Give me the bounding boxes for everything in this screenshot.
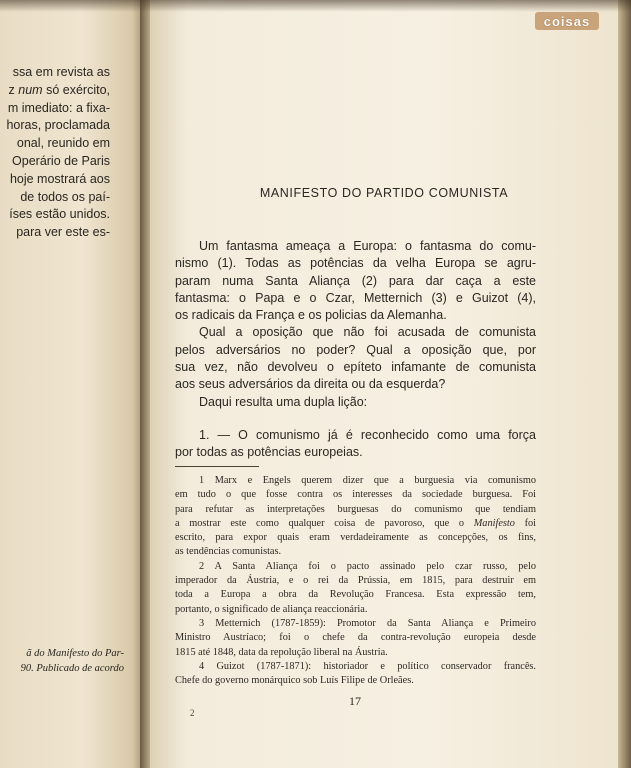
left-line: z num só exército, <box>8 82 110 97</box>
page-edge <box>618 0 631 768</box>
body-line: os radicais da França e os policias da Alemanha. <box>175 308 447 323</box>
left-line: de todos os paí- <box>20 189 110 204</box>
footnote-line: a mostrar este como qualquer coisa de pavoroso, que o Manifesto foi <box>175 517 537 529</box>
footnote-rule <box>175 466 259 467</box>
left-line: hoje mostrará aos <box>9 171 110 186</box>
footnote-line: as tendências comunistas. <box>175 546 282 558</box>
body-line: Um fantasma ameaça a Europa: o fantasma do comu- <box>199 239 536 253</box>
caption-line: 90. Publicado de acordo <box>20 663 124 674</box>
footnotes <box>175 474 536 688</box>
body-line: fantasma: o Papa e o Czar, Metternich (3) e Guizot (4), <box>175 290 536 305</box>
caption-line: ã do Manifesto do Par- <box>26 648 124 659</box>
left-line: para ver este es- <box>16 225 110 240</box>
body-line: Qual a oposição que não foi acusada de comunista <box>199 325 536 340</box>
left-line <box>0 242 110 260</box>
signature-mark: 2 <box>190 708 195 718</box>
left-line: onal, reunido em <box>16 136 110 151</box>
body-line: param numa Santa Aliança (2) para dar caça a este <box>175 273 536 288</box>
body-line: Daqui resulta uma dupla lição: <box>199 394 368 409</box>
left-line: horas, proclamada <box>6 118 110 133</box>
footnote-line: 1 Marx e Engels querem dizer que a burguesia via comunismo <box>199 475 536 486</box>
footnote-line: para refutar as interpretações burguesas do comunismo que tendiam <box>175 503 536 515</box>
footnote-line: em tudo o que fosse contra os interesses da sociedade burguesa. Foi <box>175 489 536 501</box>
left-line: íses estão unidos. <box>9 207 110 222</box>
footnote-line: escrito, para expor quais eram verdadeiramente as concepções, os fins, <box>175 532 536 544</box>
footnote-line: 3 Metternich (1787-1859): Promotor da Santa Aliança e Primeiro <box>199 617 536 629</box>
body-line: pelos adversários no poder? Qual a oposição que, por <box>175 342 536 357</box>
footnote-line: toda a Europa a obra da Revolução Francesa. Esta expressão tem, <box>175 589 536 601</box>
left-page <box>0 0 150 768</box>
footnote-line: 1815 até 1848, data da repolução liberal na Áustria. <box>175 646 388 658</box>
footnote-line: imperador da Áustria, e o rei da Prússia, em 1815, para destruir em <box>175 575 536 587</box>
page-number: 17 <box>349 694 361 708</box>
body-line: sua vez, não devolveu o epíteto infamante de comunista <box>175 360 536 375</box>
footnote-line: Ministro Austríaco; foi o chefe da contra-revolução europeia desde <box>175 632 536 644</box>
body-line: 1. — O comunismo já é reconhecido como uma força <box>199 427 536 442</box>
left-line: m imediato: a fixa- <box>7 100 110 115</box>
page-title: MANIFESTO DO PARTIDO COMUNISTA <box>259 186 509 200</box>
logo-text: coisas <box>543 13 591 29</box>
body-line <box>175 411 536 427</box>
watermark-logo <box>535 12 599 30</box>
footnote-line: 2 A Santa Aliança foi o pacto assinado pelo czar russo, pelo <box>199 560 536 572</box>
top-shadow <box>0 0 631 12</box>
body-text <box>175 238 536 462</box>
footnote-line: Chefe do governo monárquico sob Luís Filipe de Orleães. <box>175 675 414 687</box>
footnote-line: portanto, o significado de aliança reaccionária. <box>175 603 368 615</box>
body-line: por todas as potências europeias. <box>175 445 363 460</box>
left-line: Operário de Paris <box>12 153 110 168</box>
body-line: aos seus adversários da direita ou da esquerda? <box>175 377 446 392</box>
footnote-line: 4 Guizot (1787-1871): historiador e político conservador francês. <box>199 660 536 672</box>
left-page-text <box>0 64 110 260</box>
body-line: nismo (1). Todas as potências da velha Europa se agru- <box>175 256 536 271</box>
left-line: ssa em revista as <box>12 65 110 79</box>
left-page-caption <box>0 646 124 676</box>
